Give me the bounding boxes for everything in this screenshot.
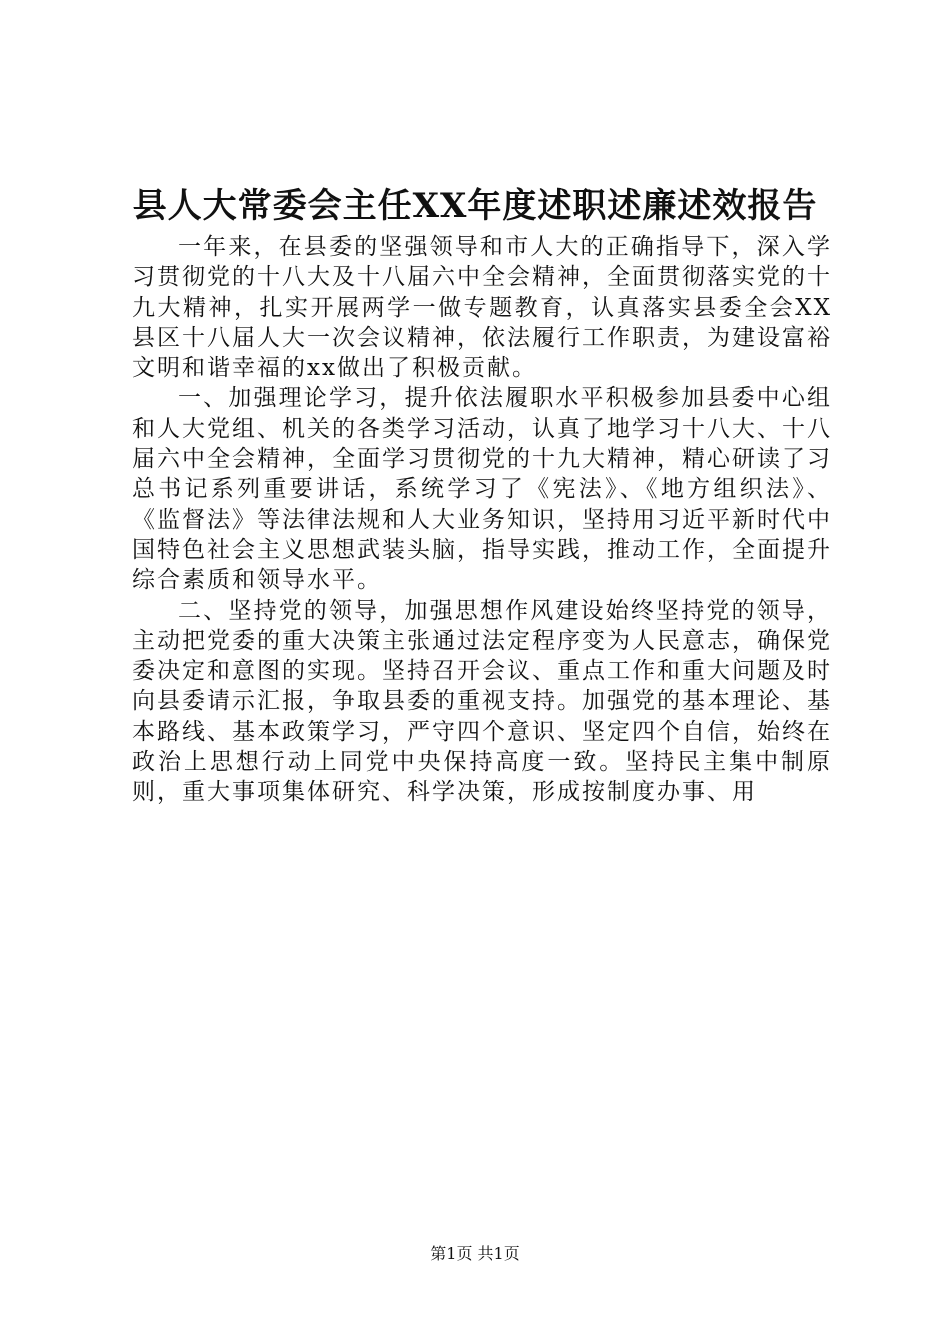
document-title: 县人大常委会主任XX年度述职述廉述效报告 — [132, 186, 818, 226]
paragraph-section-1: 一、加强理论学习，提升依法履职水平积极参加县委中心组和人大党组、机关的各类学习活动，认真了地学习十八大、十八届六中全会精神，全面学习贯彻党的十九大精神，精心研读了习总书记系列重要讲话，系统学习了《宪法》、《地方组织法》、《监督法》等法律法规和人大业务知识，坚持用习近平新时代中国特色社会主义思想武装头脑，指导实践，推动工作，全面提升综合素质和领导水平。 — [132, 385, 832, 594]
document-body — [132, 232, 832, 808]
paragraph-section-2: 二、坚持党的领导，加强思想作风建设始终坚持党的领导，主动把党委的重大决策主张通过法定程序变为人民意志，确保党委决定和意图的实现。坚持召开会议、重点工作和重大问题及时向县委请示汇报，争取县委的重视支持。加强党的基本理论、基本路线、基本政策学习，严守四个意识、坚定四个自信，始终在政治上思想行动上同党中央保持高度一致。坚持民主集中制原则，重大事项集体研究、科学决策，形成按制度办事、用 — [132, 597, 832, 806]
paragraph-intro: 一年来，在县委的坚强领导和市人大的正确指导下，深入学习贯彻党的十八大及十八届六中全会精神，全面贯彻落实党的十九大精神，扎实开展两学一做专题教育，认真落实县委全会XX县区十八届人大一次会议精神，依法履行工作职责，为建设富裕文明和谐幸福的xx做出了积极贡献。 — [132, 234, 832, 382]
page-footer: 第1页 共1页 — [430, 1244, 520, 1263]
